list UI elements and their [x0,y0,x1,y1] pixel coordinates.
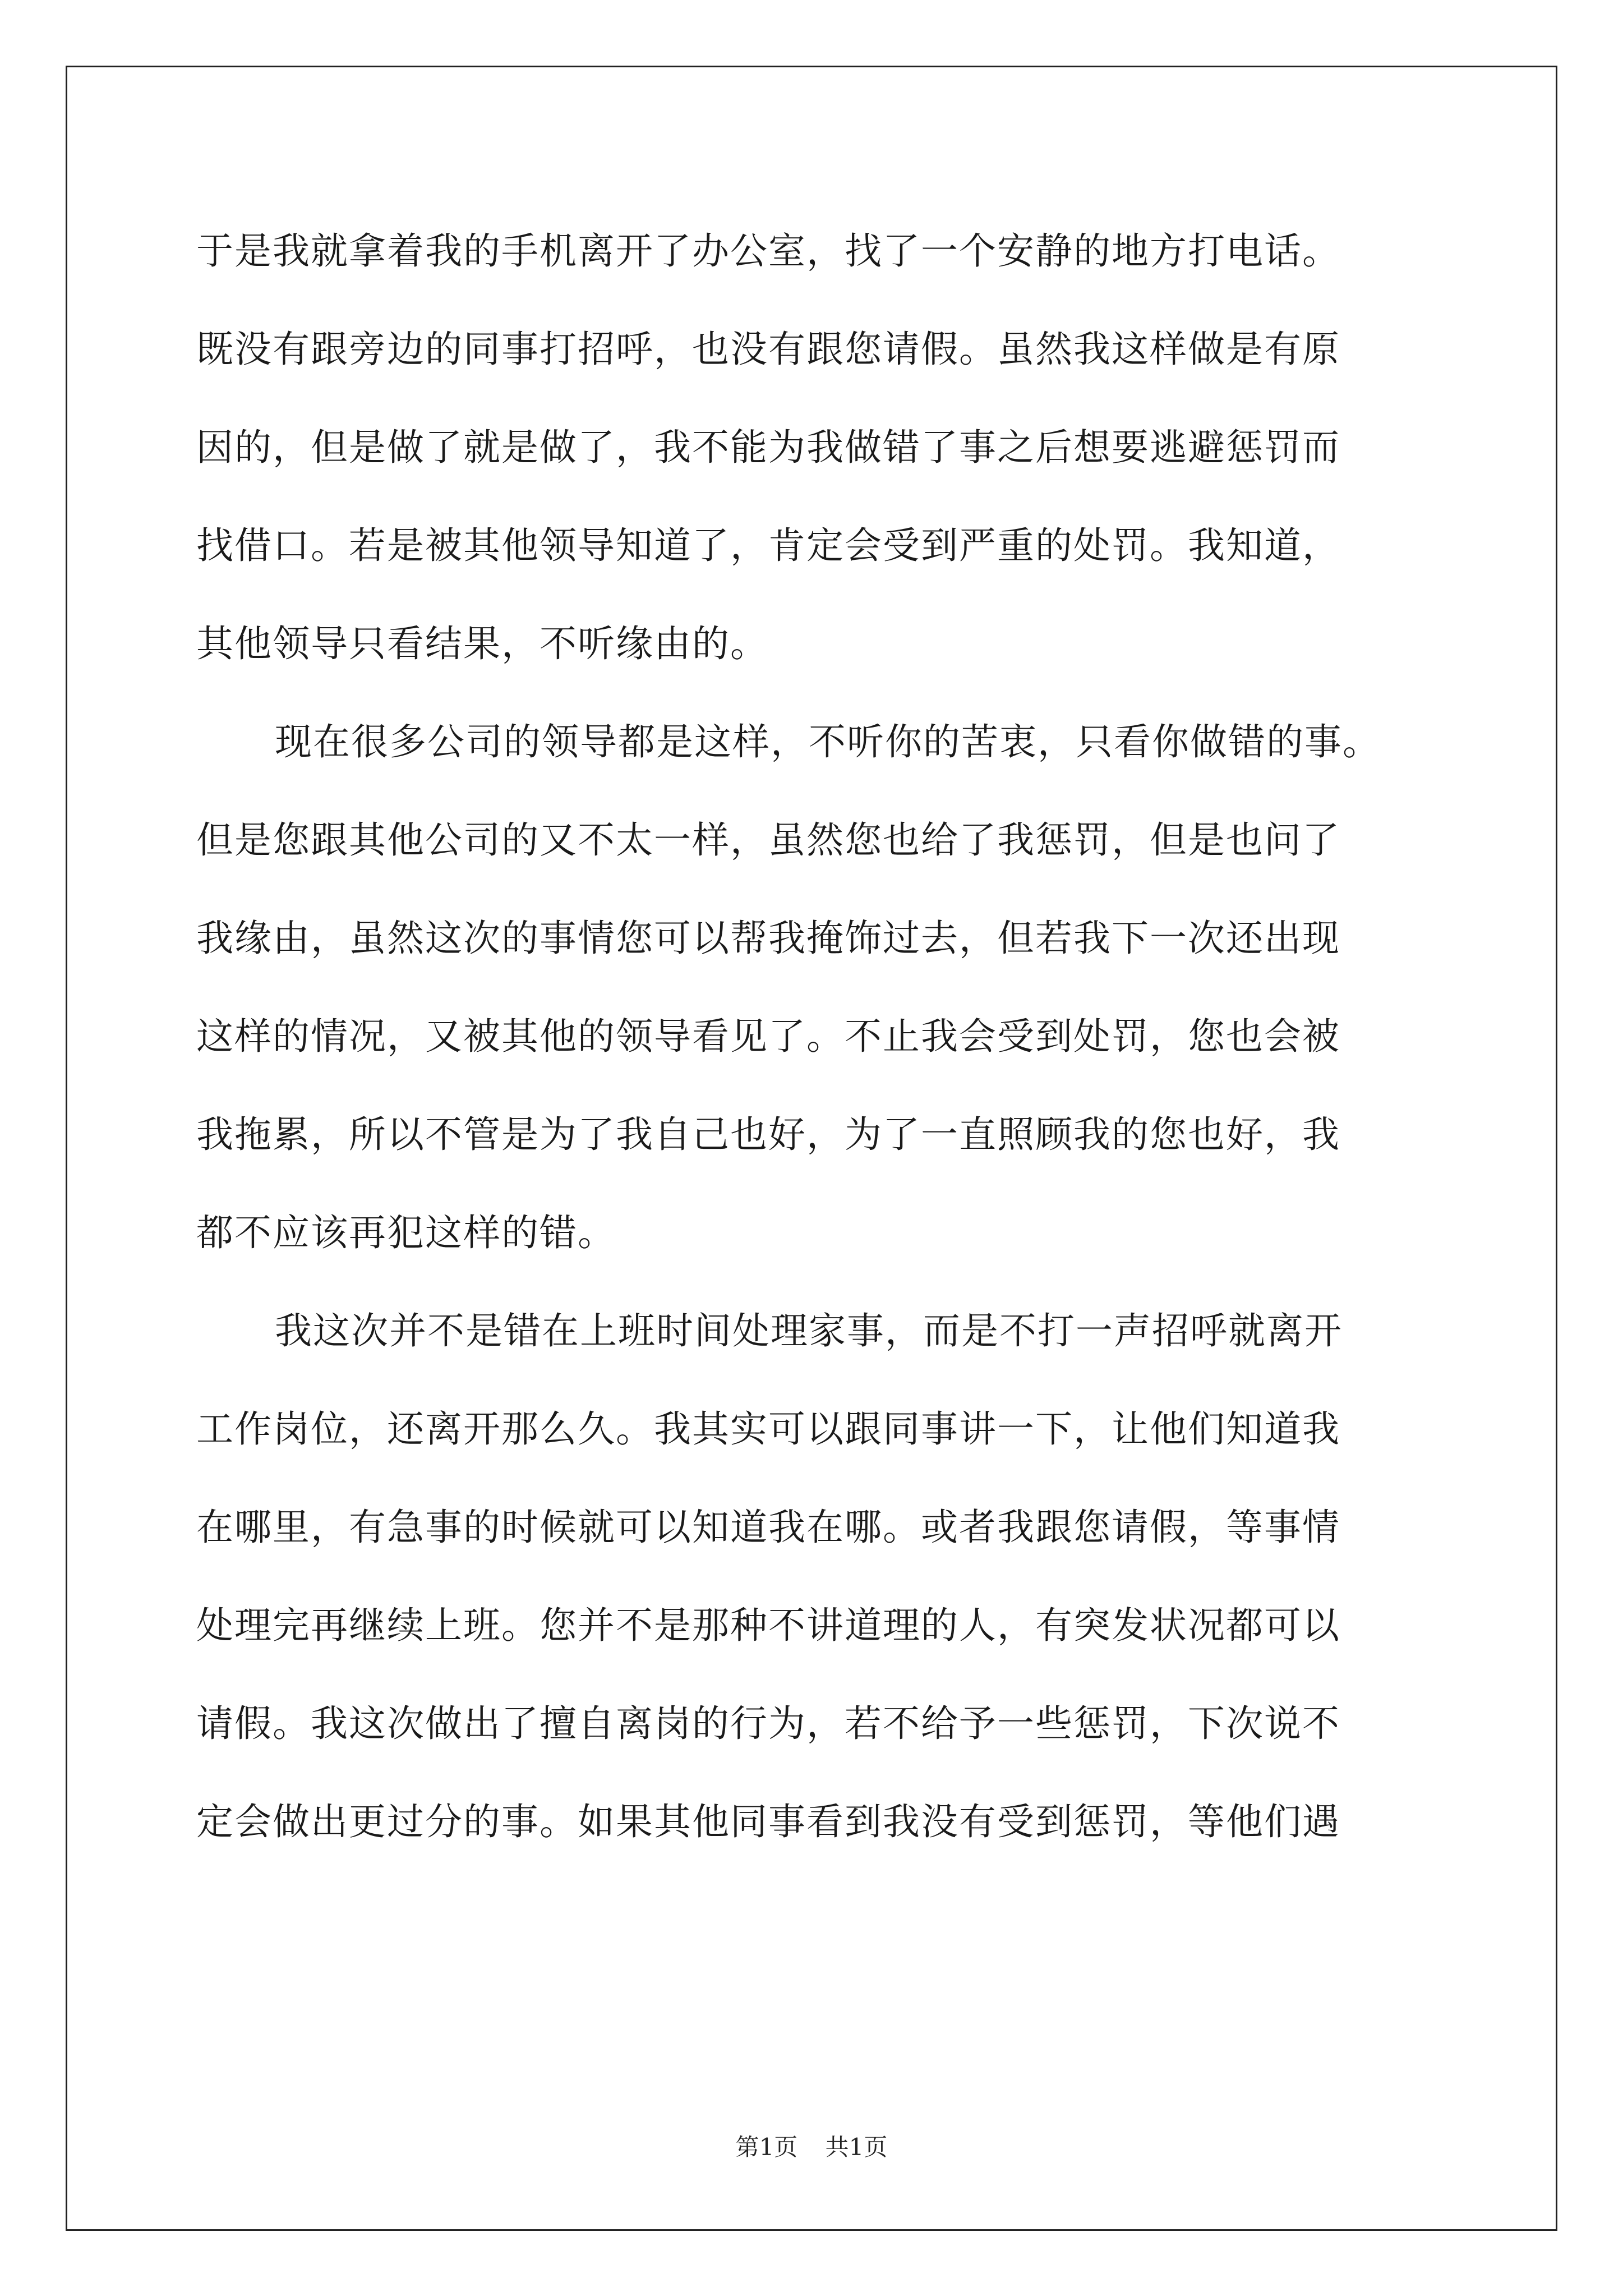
paragraph-first-line: 我这次并不是错在上班时间处理家事，而是不打一声招呼就离开 [275,1309,1343,1352]
text-line: 找借口。若是被其他领导知道了，肯定会受到严重的处罚。我知道， [196,524,1340,567]
text-line: 我拖累，所以不管是为了我自己也好，为了一直照顾我的您也好，我 [196,1113,1340,1156]
page-footer [0,2129,1623,2162]
text-line: 都不应该再犯这样的错。 [196,1211,616,1254]
paragraph-first-line: 现在很多公司的领导都是这样，不听你的苦衷，只看你做错的事。 [275,720,1381,763]
page-total: 共1页 [825,2133,888,2161]
page-number: 第1页 [735,2133,798,2161]
text-line: 这样的情况，又被其他的领导看见了。不止我会受到处罚，您也会被 [196,1015,1340,1058]
text-line: 定会做出更过分的事。如果其他同事看到我没有受到惩罚，等他们遇 [196,1800,1340,1843]
text-line: 于是我就拿着我的手机离开了办公室，找了一个安静的地方打电话。 [196,229,1340,273]
text-line: 其他领导只看结果，不听缘由的。 [196,622,768,665]
text-line: 请假。我这次做出了擅自离岗的行为，若不给予一些惩罚，下次说不 [196,1702,1340,1745]
text-line: 因的，但是做了就是做了，我不能为我做错了事之后想要逃避惩罚而 [196,426,1340,469]
text-line: 在哪里，有急事的时候就可以知道我在哪。或者我跟您请假，等事情 [196,1506,1340,1549]
document-body [196,202,1486,1871]
text-line: 工作岗位，还离开那么久。我其实可以跟同事讲一下，让他们知道我 [196,1407,1340,1451]
text-line: 我缘由，虽然这次的事情您可以帮我掩饰过去，但若我下一次还出现 [196,917,1340,960]
text-line: 处理完再继续上班。您并不是那种不讲道理的人，有突发状况都可以 [196,1604,1340,1647]
text-line: 但是您跟其他公司的又不太一样，虽然您也给了我惩罚，但是也问了 [196,818,1340,862]
text-line: 既没有跟旁边的同事打招呼，也没有跟您请假。虽然我这样做是有原 [196,328,1340,371]
